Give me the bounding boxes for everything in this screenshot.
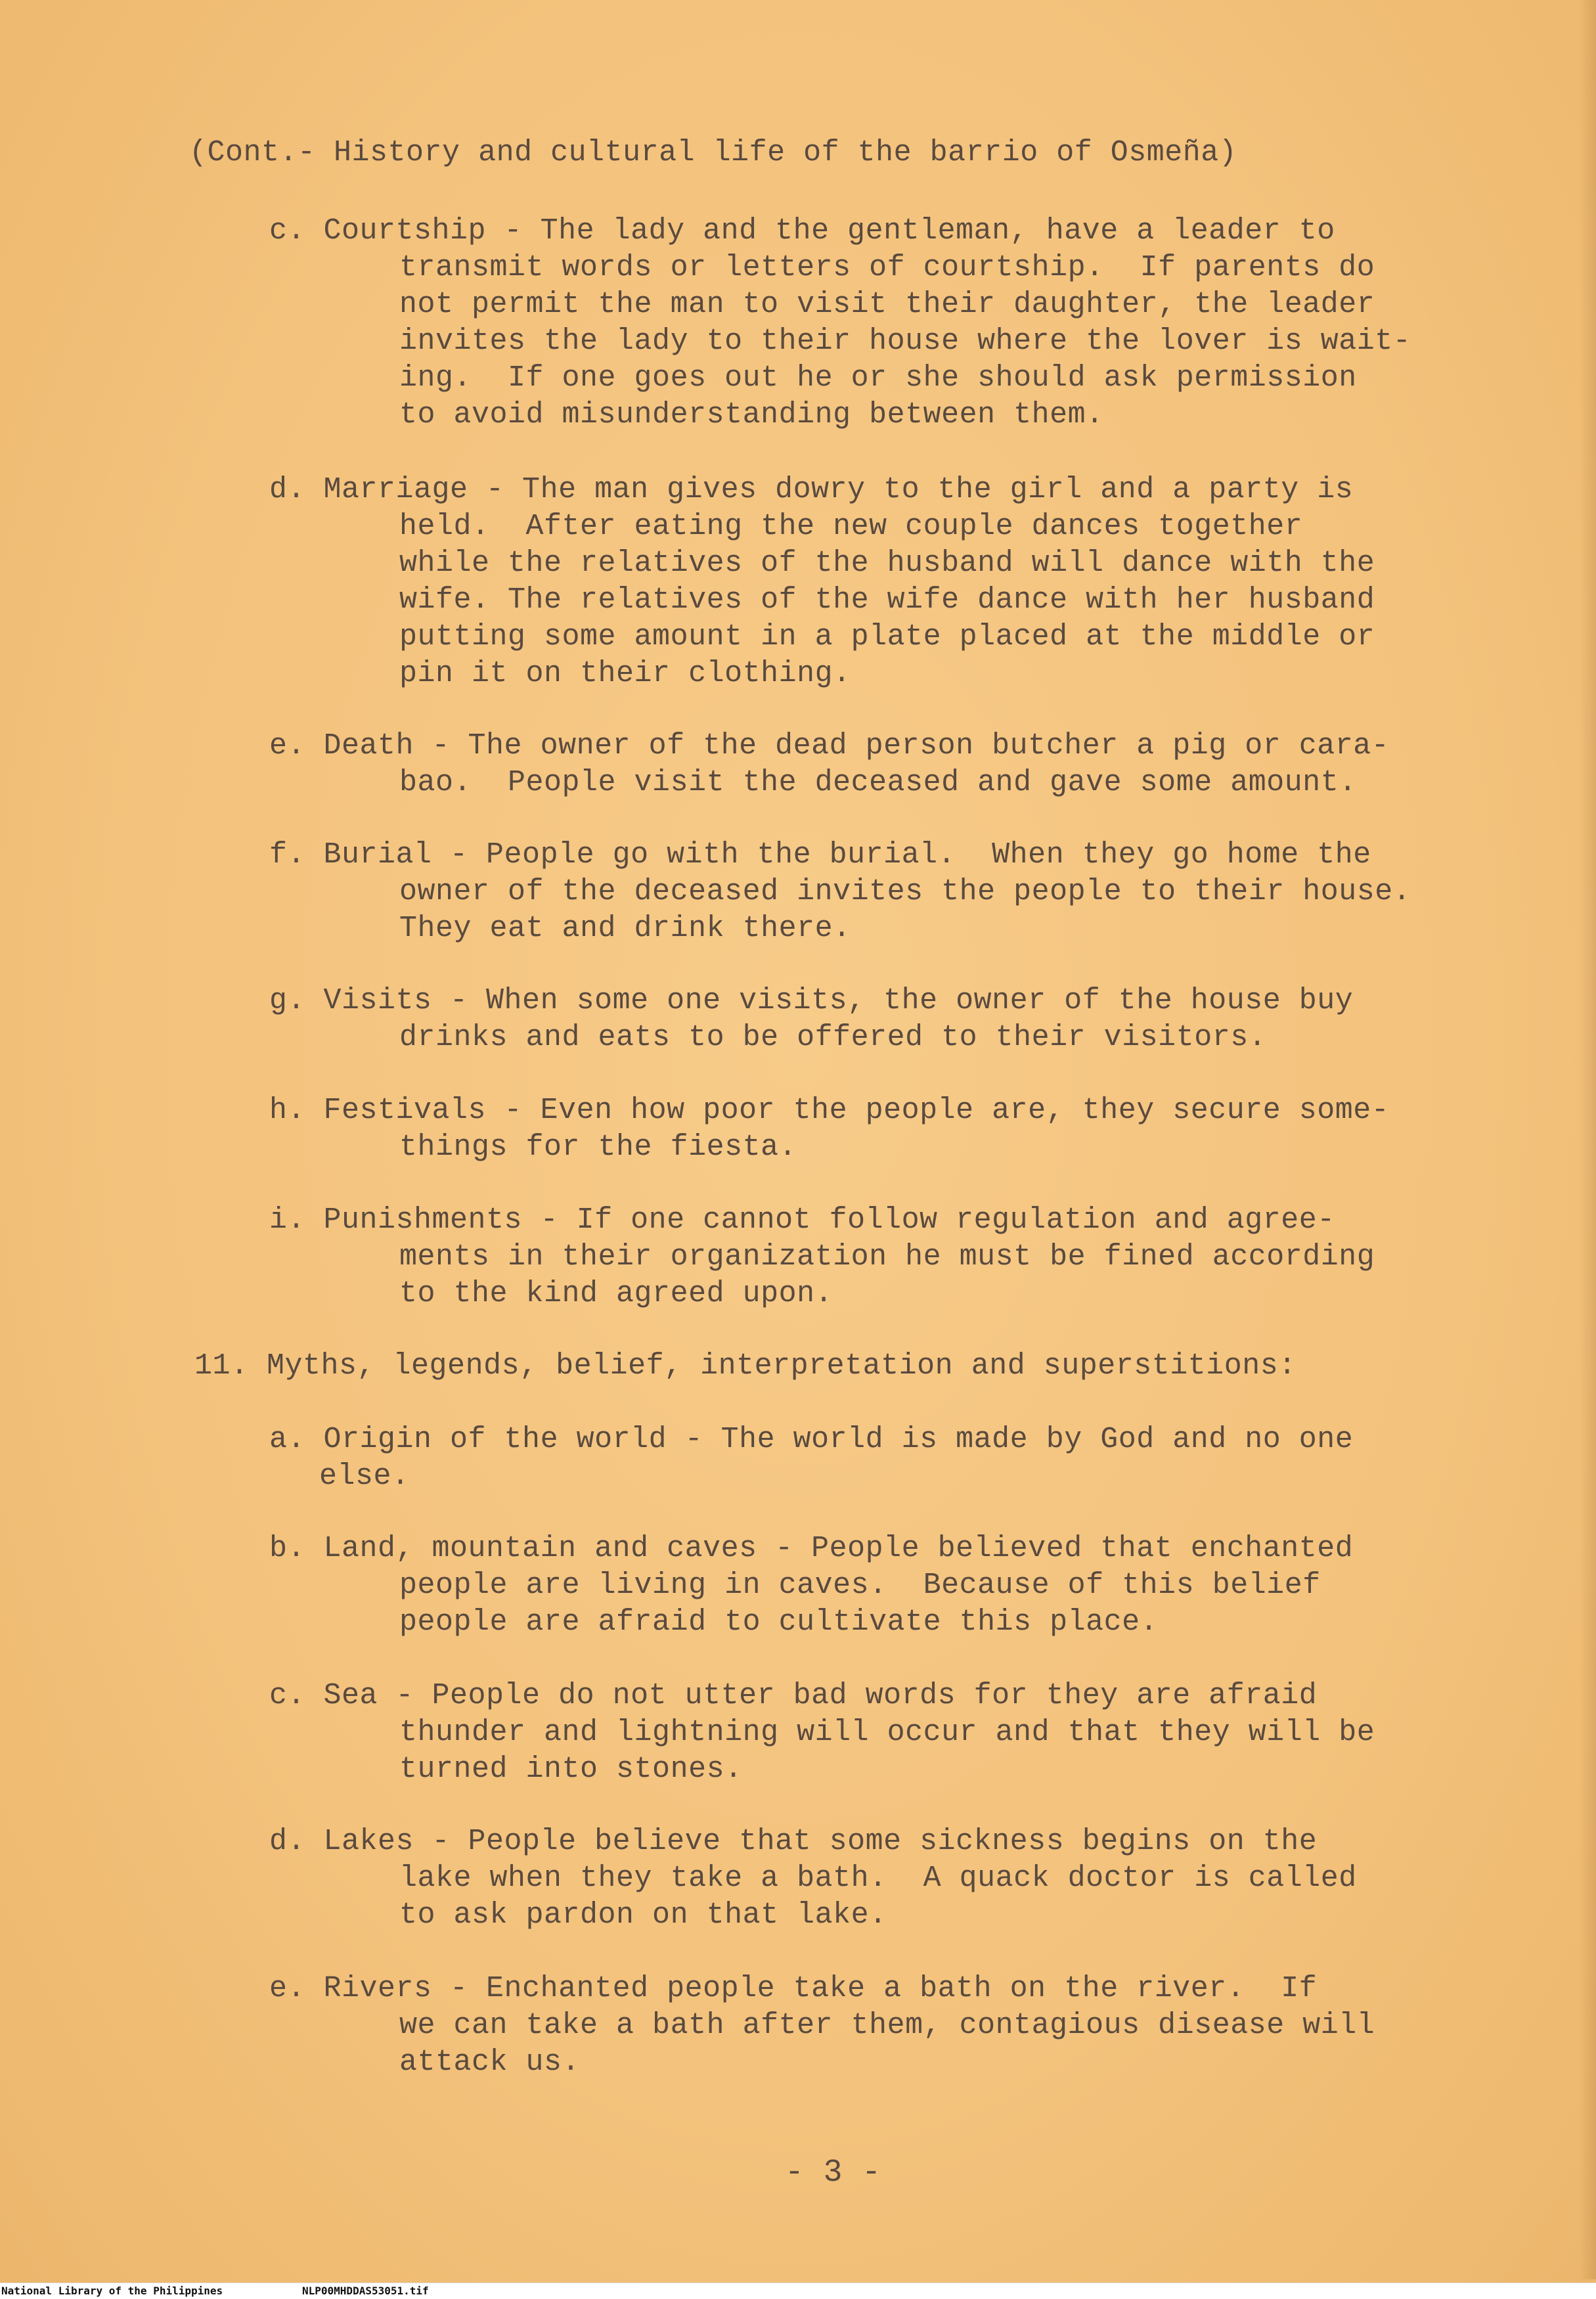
item-line: people are living in caves. Because of this belief [399, 1569, 1321, 1602]
item-line: invites the lady to their house where the lover is wait- [399, 324, 1411, 358]
item-line: d. Marriage - The man gives dowry to the girl and a party is [269, 473, 1354, 506]
page-number: - 3 - [785, 2155, 881, 2191]
item-line: people are afraid to cultivate this place. [399, 1605, 1159, 1639]
item-line: we can take a bath after them, contagious disease will [399, 2009, 1375, 2042]
item-line: a. Origin of the world - The world is made by God and no one [269, 1423, 1354, 1456]
page-header: (Cont.- History and cultural life of the barrio of Osmeña) [189, 136, 1237, 169]
scan-footer [0, 2283, 1596, 2299]
item-line: i. Punishments - If one cannot follow regulation and agree- [269, 1203, 1335, 1237]
item-line: c. Courtship - The lady and the gentleman, have a leader to [269, 214, 1335, 248]
item-line: while the relatives of the husband will dance with the [399, 547, 1375, 580]
item-line: drinks and eats to be offered to their visitors. [399, 1021, 1267, 1054]
item-line: e. Rivers - Enchanted people take a bath on the river. If [269, 1972, 1318, 2005]
item-line: d. Lakes - People believe that some sickness begins on the [269, 1825, 1318, 1858]
item-line: wife. The relatives of the wife dance with her husband [399, 583, 1375, 617]
item-line: f. Burial - People go with the burial. When they go home the [269, 838, 1371, 872]
item-line: e. Death - The owner of the dead person butcher a pig or cara- [269, 729, 1390, 763]
page-edge-shadow [1579, 0, 1596, 2279]
item-line: transmit words or letters of courtship. If parents do [399, 251, 1375, 284]
item-line: else. [319, 1460, 410, 1493]
item-line: attack us. [399, 2045, 581, 2079]
item-line: to ask pardon on that lake. [399, 1898, 887, 1932]
item-line: to the kind agreed upon. [399, 1277, 833, 1310]
item-line: lake when they take a bath. A quack doctor is called [399, 1862, 1357, 1895]
item-line: pin it on their clothing. [399, 657, 851, 690]
item-line: c. Sea - People do not utter bad words for they are afraid [269, 1679, 1318, 1712]
item-line: b. Land, mountain and caves - People believed that enchanted [269, 1532, 1354, 1565]
item-line: bao. People visit the deceased and gave some amount. [399, 766, 1357, 799]
item-line: g. Visits - When some one visits, the owner of the house buy [269, 984, 1354, 1017]
item-line: to avoid misunderstanding between them. [399, 398, 1104, 432]
item-line: turned into stones. [399, 1752, 743, 1786]
item-line: held. After eating the new couple dances together [399, 510, 1303, 543]
item-line: ments in their organization he must be fined according [399, 1240, 1375, 1274]
item-line: putting some amount in a plate placed at the middle or [399, 620, 1375, 654]
item-line: owner of the deceased invites the people to their house. [399, 875, 1411, 908]
item-line: thunder and lightning will occur and that they will be [399, 1716, 1375, 1749]
footer-library: National Library of the Philippines [1, 2285, 223, 2297]
footer-filename: NLP00MHDDAS53051.tif [302, 2285, 429, 2297]
item-line: things for the fiesta. [399, 1130, 797, 1164]
item-line: They eat and drink there. [399, 912, 851, 945]
item-line: not permit the man to visit their daughter, the leader [399, 288, 1375, 321]
section-11-heading: 11. Myths, legends, belief, interpretation and superstitions: [194, 1349, 1297, 1383]
item-line: ing. If one goes out he or she should ask permission [399, 361, 1357, 395]
item-line: h. Festivals - Even how poor the people are, they secure some- [269, 1094, 1390, 1127]
